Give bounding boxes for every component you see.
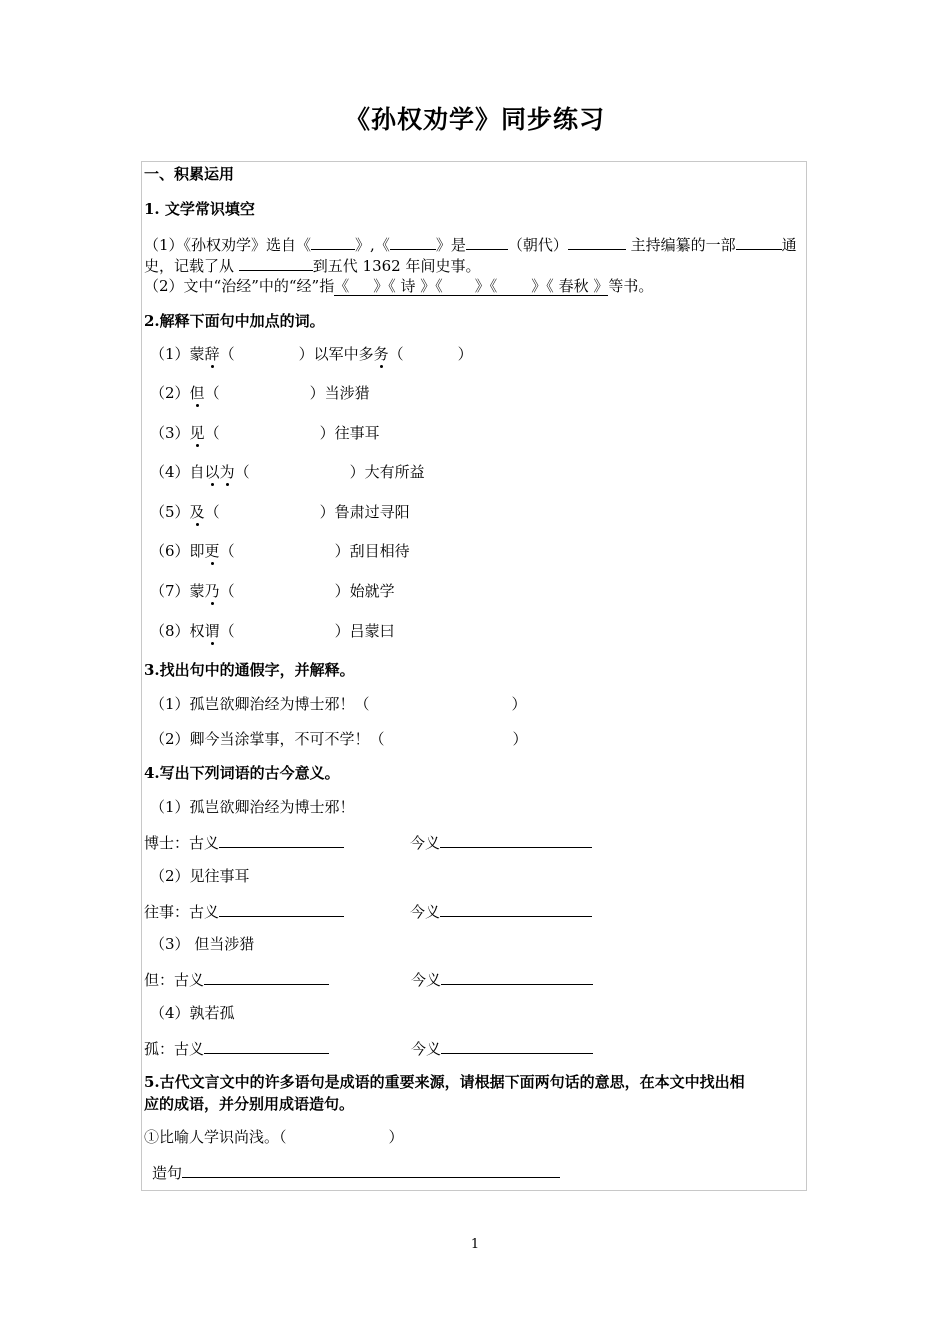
q3-heading: 3.找出句中的通假字，并解释。 xyxy=(144,661,355,679)
ancient-meaning-blank[interactable] xyxy=(204,968,329,985)
q4-sentence: （2）见往事耳 xyxy=(150,867,250,885)
book-blanks[interactable] xyxy=(334,277,608,296)
q2-text: （ xyxy=(219,345,235,363)
q2-item xyxy=(150,621,395,641)
q1-text: 主持编纂的一部 xyxy=(625,236,736,254)
q1-text: 史，记载了从 xyxy=(144,257,239,275)
dotted-char: 为 xyxy=(219,463,235,481)
sentence-blank[interactable] xyxy=(182,1161,560,1178)
q2-text: （ xyxy=(204,384,220,402)
modern-meaning-blank[interactable] xyxy=(441,1037,593,1054)
q2-text: （ xyxy=(219,542,235,560)
q5-label: 造句 xyxy=(152,1164,183,1182)
dotted-char: 见 xyxy=(189,424,205,442)
blank[interactable] xyxy=(390,233,436,250)
q2-text: ）大有所益 xyxy=(349,463,425,481)
q2-item xyxy=(150,423,380,443)
q2-text: ）始就学 xyxy=(334,582,395,600)
modern-meaning-blank[interactable] xyxy=(440,900,592,917)
q4-meaning-row xyxy=(144,968,593,990)
q4-heading: 4.写出下列词语的古今意义。 xyxy=(144,764,340,782)
q5-sentence-row xyxy=(152,1161,560,1183)
q2-text: （ xyxy=(219,622,235,640)
q2-text: （2） xyxy=(150,384,190,402)
q4-sentence: （3） 但当涉猎 xyxy=(150,935,255,953)
q2-text: （8）权 xyxy=(150,622,205,640)
q2-text: （ xyxy=(234,463,250,481)
q2-text: （ xyxy=(204,503,220,521)
q1-text: （朝代） xyxy=(507,236,568,254)
ancient-meaning-blank[interactable] xyxy=(204,1037,329,1054)
blank[interactable] xyxy=(736,233,782,250)
q1-line1 xyxy=(144,233,806,255)
q4-label: 往事：古义 xyxy=(144,903,220,921)
q2-text: ）鲁肃过寻阳 xyxy=(319,503,410,521)
q2-item xyxy=(150,502,410,522)
q1-text: 》是 xyxy=(435,236,466,254)
q2-text: （5） xyxy=(150,503,190,521)
dotted-char: 但 xyxy=(189,384,205,402)
q2-text: ）往事耳 xyxy=(319,424,380,442)
dotted-char: 及 xyxy=(189,503,205,521)
q2-text: （4）自 xyxy=(150,463,205,481)
q2-text: （ xyxy=(219,582,235,600)
dotted-char: 更 xyxy=(204,542,220,560)
q2-item xyxy=(150,344,473,364)
q2-text: （3） xyxy=(150,424,190,442)
q3-item xyxy=(150,729,528,749)
ancient-meaning-blank[interactable] xyxy=(219,831,344,848)
q1-text: 等书。 xyxy=(608,277,654,295)
q3-item xyxy=(150,694,527,714)
q2-text: （6）即 xyxy=(150,542,205,560)
dotted-char: 辞 xyxy=(204,345,220,363)
q5-item xyxy=(144,1127,404,1147)
q1-text: 到五代 1362 年间史事。 xyxy=(312,257,481,275)
q2-item xyxy=(150,462,425,482)
dotted-char: 务 xyxy=(373,345,389,363)
q4-label: 博士：古义 xyxy=(144,834,220,852)
q5-text: ①比喻人学识尚浅。（ xyxy=(144,1128,287,1146)
blank[interactable] xyxy=(239,254,313,271)
q1-line2 xyxy=(144,254,481,276)
q3-text: （2）卿今当涂掌事，不可不学！（ xyxy=(150,730,385,748)
q2-text: （7）蒙 xyxy=(150,582,205,600)
blank[interactable] xyxy=(311,233,355,250)
blank[interactable] xyxy=(568,233,626,250)
q1-text: 通 xyxy=(781,236,797,254)
q2-item xyxy=(150,581,395,601)
q1-text: （2）文中“治经”中的“经”指 xyxy=(144,277,335,295)
q4-meaning-row xyxy=(144,1037,593,1059)
q2-text: ）以军中多 xyxy=(298,345,374,363)
q5-heading-cont: 应的成语，并分别用成语造句。 xyxy=(144,1095,355,1113)
book-title: 》《 诗 》《 xyxy=(373,277,443,295)
modern-meaning-blank[interactable] xyxy=(441,968,593,985)
page-number: 1 xyxy=(470,1237,480,1252)
q1-heading: 1. 文学常识填空 xyxy=(144,200,255,218)
q4-label: 今义 xyxy=(410,903,441,921)
q3-text: ） xyxy=(512,730,528,748)
dotted-char: 以 xyxy=(204,463,220,481)
page-title: 《孙权劝学》同步练习 xyxy=(344,105,605,134)
q2-item xyxy=(150,541,410,561)
q4-label: 今义 xyxy=(411,971,442,989)
q3-text: ） xyxy=(511,695,527,713)
section-heading: 一、积累运用 xyxy=(144,165,235,183)
q4-sentence: （1）孤岂欲卿治经为博士邪！ xyxy=(150,798,355,816)
q1-text: 》,《 xyxy=(355,236,390,254)
q2-text: （1）蒙 xyxy=(150,345,205,363)
q4-label: 今义 xyxy=(411,1040,442,1058)
q2-text: ）吕蒙曰 xyxy=(334,622,395,640)
book-title: 》《 春秋 》 xyxy=(531,277,609,295)
q2-heading: 2.解释下面句中加点的词。 xyxy=(144,312,325,330)
q4-meaning-row xyxy=(144,831,592,853)
q1-line3 xyxy=(144,276,653,296)
q5-text: ） xyxy=(388,1128,404,1146)
q1-text: （1）《孙权劝学》选自《 xyxy=(144,236,312,254)
q2-item xyxy=(150,383,370,403)
book-title: 》《 xyxy=(474,277,498,295)
q4-label: 今义 xyxy=(410,834,441,852)
q2-text: （ xyxy=(388,345,404,363)
q4-label: 但：古义 xyxy=(144,971,205,989)
q4-meaning-row xyxy=(144,900,592,922)
blank[interactable] xyxy=(466,233,508,250)
q4-sentence: （4）孰若孤 xyxy=(150,1004,235,1022)
q3-text: （1）孤岂欲卿治经为博士邪！（ xyxy=(150,695,370,713)
q2-text: ）刮目相待 xyxy=(334,542,410,560)
q2-text: ）当涉猎 xyxy=(309,384,370,402)
q2-text: ） xyxy=(457,345,473,363)
dotted-char: 乃 xyxy=(204,582,220,600)
q5-heading: 5.古代文言文中的许多语句是成语的重要来源，请根据下面两句话的意思，在本文中找出相 xyxy=(144,1073,745,1091)
dotted-char: 谓 xyxy=(204,622,220,640)
q2-text: （ xyxy=(204,424,220,442)
modern-meaning-blank[interactable] xyxy=(440,831,592,848)
q4-label: 孤：古义 xyxy=(144,1040,205,1058)
ancient-meaning-blank[interactable] xyxy=(219,900,344,917)
book-title: 《 xyxy=(334,277,350,295)
